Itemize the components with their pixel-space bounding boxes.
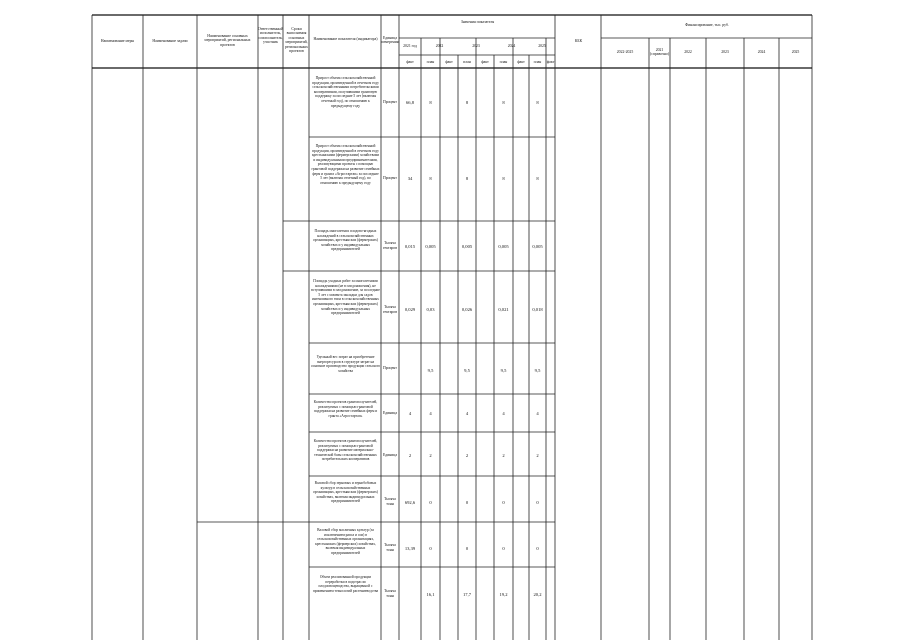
row-indicator: Количество проектов грантополучателей, реализуемых с помощью грантовой поддержки на развитие материально-технической базы сельскохозяйственных потребительских кооперативов (313, 439, 378, 462)
row-indicator: Валовой сбор масличных культур (за исключением рапса и сои) в сельскохозяйственных организациях, крестьянских (фермерских) хозяйствах, включая индивидуальных предпринимателей (315, 528, 376, 555)
row-value-2021: 13,39 (404, 546, 416, 551)
header-plan-2022: план (426, 60, 435, 64)
header-responsible: Ответственный исполнитель, соисполнитель, участник (258, 27, 284, 45)
row-unit: Тысяча тонн (384, 497, 396, 506)
row-value-2025: 20,2 (533, 592, 542, 597)
row-value-2021: 4 (408, 411, 412, 416)
header-year-2022: 2022 (435, 44, 444, 48)
header-fin-2022-2025: 2022-2025 (616, 50, 634, 54)
row-value-2022: 8 (429, 100, 432, 105)
row-value-2022: 0 (429, 500, 432, 505)
row-unit: Процент (383, 176, 397, 180)
header-task: Наименование задачи (152, 39, 188, 43)
header-measure: Наименование меры (100, 39, 135, 43)
row-value-2023: 17,7 (462, 592, 472, 597)
row-unit: Тысяча тонн (384, 543, 396, 552)
row-indicator: Прирост объема сельскохозяйственной продукции, произведенной в отчетном году крестьянскими (фермерскими) хозяйствами и индивидуальными предпринимателями, реализующими проекты с помощью грантовой поддержки на развитие семейных ферм и гранта «Агростартап» за последние 5 лет (включая отчетный год), по отношению к предыдущему году (311, 144, 380, 185)
row-value-2023: 9,5 (464, 368, 470, 373)
row-value-2023: 4 (465, 411, 469, 416)
header-fact-2022: факт (445, 60, 453, 64)
row-value-2025: 0,005 (532, 244, 543, 249)
header-fact-base: факт (406, 60, 414, 64)
row-value-2025: 0 (536, 546, 539, 551)
header-fin-2023: 2023 (721, 50, 729, 54)
row-value-2022: 9,5 (427, 368, 434, 373)
row-value-2021: 692,6 (404, 500, 416, 505)
header-plan-2023: план (463, 60, 471, 64)
header-fin-2021: 2021 (справочно) (649, 48, 670, 57)
header-fin-2022: 2022 (684, 50, 692, 54)
row-indicator: Площадь уходных работ за многолетними насаждениями (не в плодоношения), не вступившими в плодоношение, за последние 5 лет с момента закладки для садов интенсивного типа в сельскохозяйственных организациях, крестьянских (фермерских) хозяйствах и у индивидуальных предпринимателей (311, 279, 380, 316)
header-plan-2025: план (533, 60, 542, 64)
row-value-2025: 8 (536, 100, 539, 105)
header-fact-2024: факт (517, 60, 525, 64)
header-fact-2025: факт (546, 60, 555, 64)
row-value-2021: 0,029 (404, 307, 416, 312)
row-value-2025: 2 (536, 453, 539, 458)
row-value-2024: 2 (502, 453, 505, 458)
header-fin-2024: 2024 (757, 50, 766, 54)
header-fact-2023: факт (481, 60, 489, 64)
row-value-2023: 8 (465, 176, 469, 181)
row-value-2022: 8 (429, 176, 432, 181)
row-indicator: Площадь многолетних плодово-ягодных насаждений в сельскохозяйственных организациях, крестьянских (фермерских) хозяйствах и у индивидуальных предпринимателей (313, 229, 378, 252)
header-unit: Единица измерения (381, 36, 399, 45)
header-dates: Сроки выполнения основных мероприятий, региональных проектов (285, 27, 308, 54)
row-unit: Процент (383, 100, 397, 104)
row-value-2025: 0 (536, 500, 539, 505)
row-indicator: Количество проектов грантополучателей, реализуемых с помощью грантовой поддержки на развитие семейных ферм и гранта «Агростартап» (313, 400, 378, 418)
header-financing-group: Финансирование, тыс. руб. (685, 23, 729, 27)
row-value-2023: 2 (465, 453, 469, 458)
row-unit: Тысяча гектаров (383, 241, 397, 250)
row-value-2025: 0,018 (532, 307, 543, 312)
row-value-2024: 0 (502, 500, 505, 505)
row-value-2025: 4 (536, 411, 539, 416)
row-value-2022: 0 (429, 546, 432, 551)
row-value-2022: 0,005 (425, 244, 436, 249)
row-value-2023: 0,026 (461, 307, 473, 312)
row-value-2022: 4 (429, 411, 432, 416)
row-value-2024: 8 (502, 176, 505, 181)
row-value-2024: 0,005 (498, 244, 509, 249)
row-value-2024: 4 (502, 411, 505, 416)
header-year-2023: 2023 (472, 44, 480, 48)
row-value-2024: 19,2 (499, 592, 508, 597)
row-value-2025: 9,5 (534, 368, 541, 373)
header-fin-2025: 2025 (791, 50, 800, 54)
row-value-2024: 0 (502, 546, 505, 551)
row-value-2023: 0,005 (461, 244, 473, 249)
row-value-2021: 34 (407, 176, 413, 181)
row-unit: Единица (382, 411, 398, 415)
header-kbk: КБК (574, 39, 583, 43)
header-year-2024: 2024 (507, 44, 516, 48)
row-unit: Тысяча тонн (384, 589, 396, 598)
row-value-2024: 8 (502, 100, 505, 105)
header-values-group: Значения показателя (460, 20, 495, 24)
header-events: Наименование основных мероприятий, региональных проектов (204, 34, 251, 47)
row-value-2024: 0,021 (498, 307, 509, 312)
row-value-2021: 2 (408, 453, 412, 458)
row-value-2022: 16,1 (426, 592, 435, 597)
row-indicator: Удельный вес затрат на приобретение энергоресурсов в структуре затрат на основное производство продукции сельского хозяйства (311, 355, 380, 373)
row-unit: Процент (383, 366, 397, 370)
row-value-2023: 0 (465, 500, 469, 505)
row-value-2023: 8 (465, 100, 469, 105)
header-base-year: 2021 год (403, 44, 417, 48)
header-plan-2024: план (499, 60, 508, 64)
row-value-2024: 9,5 (500, 368, 507, 373)
row-indicator: Прирост объема сельскохозяйственной продукции, произведенной в отчетном году сельскохозяйственными потребительскими кооперативами, получившими грантовую поддержку за последние 5 лет (включая отчетный год), по отношению к предыдущему году (312, 76, 379, 108)
row-value-2021: 66,8 (405, 100, 415, 105)
row-value-2025: 8 (536, 176, 539, 181)
row-value-2021: 0,015 (404, 244, 416, 249)
row-indicator: Объем реализованной продукции переработки в подотрасли плодоовощеводства, выращенной с применением технологий растениеводства (312, 575, 379, 593)
row-value-2022: 2 (429, 453, 432, 458)
row-indicator: Валовой сбор зерновых и зернобобовых культур в сельскохозяйственных организациях, крестьянских (фермерских) хозяйствах, включая индивидуальных предпринимателей (313, 481, 378, 504)
row-unit: Тысяча гектаров (383, 305, 397, 314)
row-unit: Единица (382, 453, 398, 457)
header-indicator: Наименование показателя (индикатора) (313, 37, 378, 41)
header-year-2025: 2025 (538, 44, 546, 48)
row-value-2022: 0,03 (426, 307, 435, 312)
row-value-2023: 0 (465, 546, 469, 551)
